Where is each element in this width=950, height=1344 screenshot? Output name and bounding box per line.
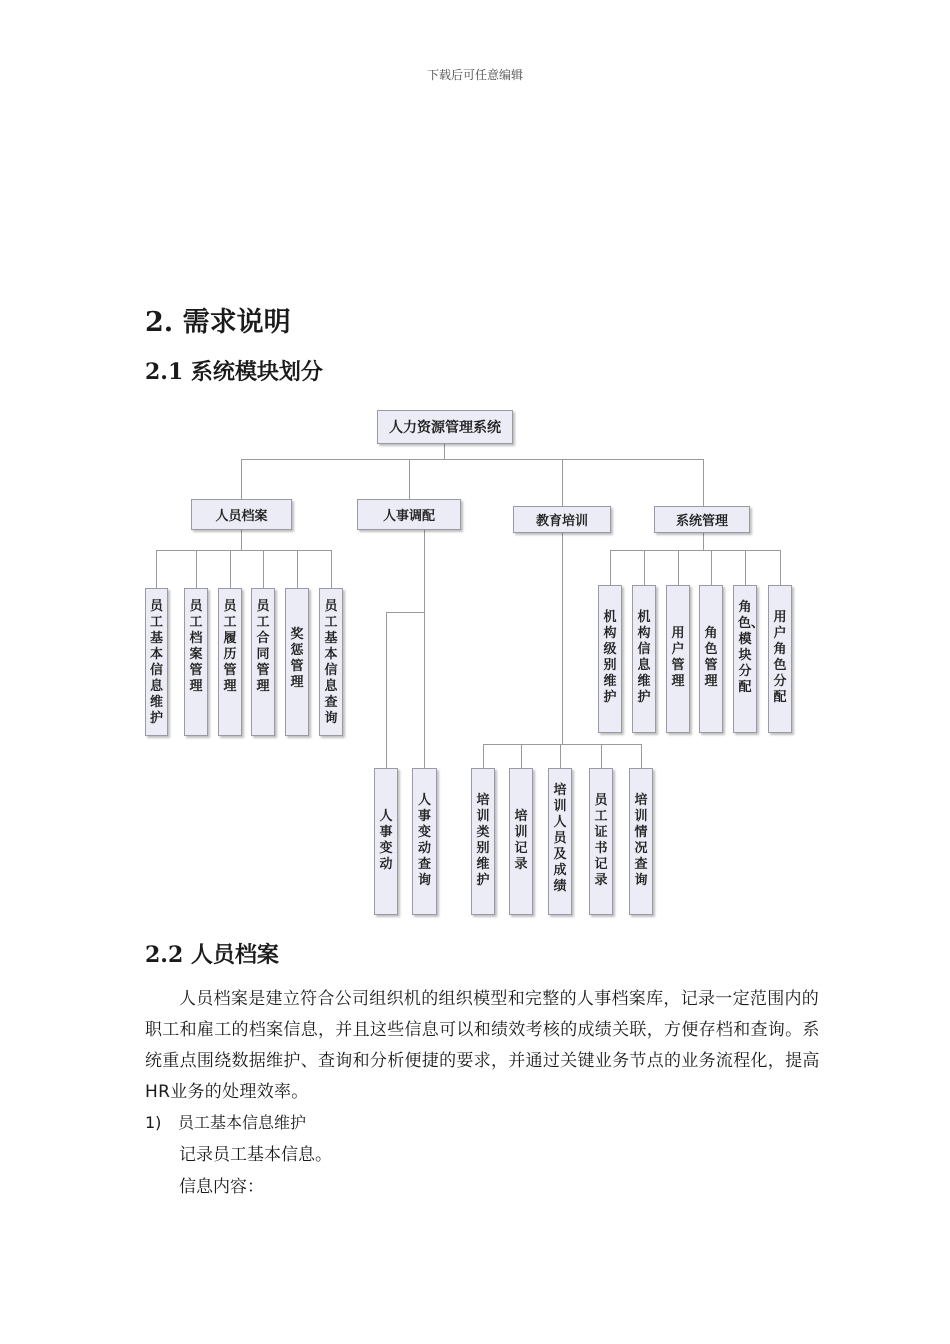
- leaf-label: 机构信息维护: [637, 610, 651, 705]
- connector-line: [241, 530, 242, 550]
- leaf-node: [471, 768, 495, 915]
- leaf-node: [589, 768, 613, 915]
- leaf-label: 机构级别维护: [603, 610, 617, 705]
- leaf-node: [374, 768, 398, 915]
- leaf-node: [632, 585, 656, 733]
- connector-line: [230, 550, 231, 588]
- connector-line: [562, 531, 563, 744]
- list-item: [145, 1110, 306, 1133]
- connector-line: [678, 550, 679, 585]
- leaf-label: 角色、模块分配: [738, 600, 765, 695]
- connector-line: [241, 459, 242, 499]
- connector-line: [610, 550, 611, 585]
- connector-line: [156, 550, 331, 551]
- connector-line: [483, 744, 484, 768]
- connector-line: [424, 530, 425, 768]
- leaf-node: [666, 585, 690, 733]
- leaf-label: 员工档案管理: [189, 599, 203, 694]
- connector-line: [386, 612, 425, 613]
- connector-line: [483, 744, 641, 745]
- leaf-node: [251, 588, 275, 736]
- leaf-node: [699, 585, 723, 733]
- connector-line: [560, 744, 561, 768]
- connector-line: [644, 550, 645, 585]
- leaf-node: [733, 585, 765, 733]
- leaf-node: [412, 768, 437, 915]
- leaf-node: [319, 588, 343, 736]
- connector-line: [263, 550, 264, 588]
- group-node-training: 教育培训: [513, 506, 611, 533]
- list-item-text: 员工基本信息维护: [178, 1113, 307, 1132]
- leaf-label: 员工基本信息维护: [149, 599, 163, 726]
- leaf-label: 人事变动查询: [417, 793, 431, 888]
- subsection-archive-title: 2.2 人员档案: [145, 942, 279, 968]
- group-node-allocation: 人事调配: [357, 499, 461, 530]
- leaf-node: [509, 768, 533, 915]
- connector-line: [297, 550, 298, 588]
- group-node-system: 系统管理: [654, 506, 750, 533]
- connector-line: [703, 459, 704, 506]
- leaf-label: 员工证书记录: [594, 793, 608, 888]
- leaf-label: 员工履历管理: [223, 599, 237, 694]
- leaf-label: 培训人员及成绩: [553, 783, 567, 894]
- connector-line: [711, 550, 712, 585]
- leaf-node: [285, 588, 309, 736]
- leaf-label: 员工基本信息查询: [324, 599, 338, 726]
- leaf-node: [598, 585, 622, 733]
- header-note: 下载后可任意编辑: [426, 68, 523, 82]
- leaf-node: [548, 768, 572, 915]
- leaf-node: [768, 585, 792, 733]
- connector-line: [331, 550, 332, 588]
- leaf-label: 人事变动: [379, 809, 393, 872]
- leaf-node: [218, 588, 242, 736]
- sub-line: 记录员工基本信息。: [179, 1145, 332, 1165]
- leaf-label: 培训情况查询: [634, 793, 648, 888]
- connector-line: [521, 744, 522, 768]
- connector-line: [745, 550, 746, 585]
- connector-line: [562, 459, 563, 506]
- leaf-label: 奖惩管理: [290, 627, 304, 690]
- connector-line: [601, 744, 602, 768]
- list-item-number: 1): [145, 1113, 162, 1132]
- connector-line: [703, 533, 704, 550]
- connector-line: [641, 744, 642, 768]
- leaf-label: 角色管理: [704, 626, 718, 689]
- connector-line: [241, 459, 703, 460]
- connector-line: [196, 550, 197, 588]
- connector-line: [386, 612, 387, 768]
- connector-line: [444, 444, 445, 459]
- leaf-node: [145, 588, 168, 736]
- group-node-personnel: 人员档案: [191, 499, 292, 530]
- connector-line: [780, 550, 781, 585]
- connector-line: [156, 550, 157, 588]
- connector-line: [610, 550, 780, 551]
- leaf-label: 培训类别维护: [476, 793, 490, 888]
- leaf-label: 员工合同管理: [256, 599, 270, 694]
- leaf-node: [629, 768, 653, 915]
- leaf-node: [184, 588, 208, 736]
- section-title: 2. 需求说明: [145, 307, 291, 338]
- root-node: 人力资源管理系统: [377, 410, 513, 444]
- leaf-label: 用户角色分配: [773, 610, 787, 705]
- leaf-label: 培训记录: [514, 809, 528, 872]
- connector-line: [409, 459, 410, 499]
- body-paragraph: 人员档案是建立符合公司组织机的组织模型和完整的人事档案库，记录一定范围内的职工和雇工的档案信息，并且这些信息可以和绩效考核的成绩关联，方便存档和查询。系统重点围绕数据维护、查询和分析便捷的要求，并通过关键业务节点的业务流程化，提高HR业务的处理效率。: [145, 989, 820, 1102]
- subsection-modules-title: 2.1 系统模块划分: [145, 359, 323, 385]
- sub-line: 信息内容：: [179, 1177, 264, 1197]
- leaf-label: 用户管理: [671, 626, 685, 689]
